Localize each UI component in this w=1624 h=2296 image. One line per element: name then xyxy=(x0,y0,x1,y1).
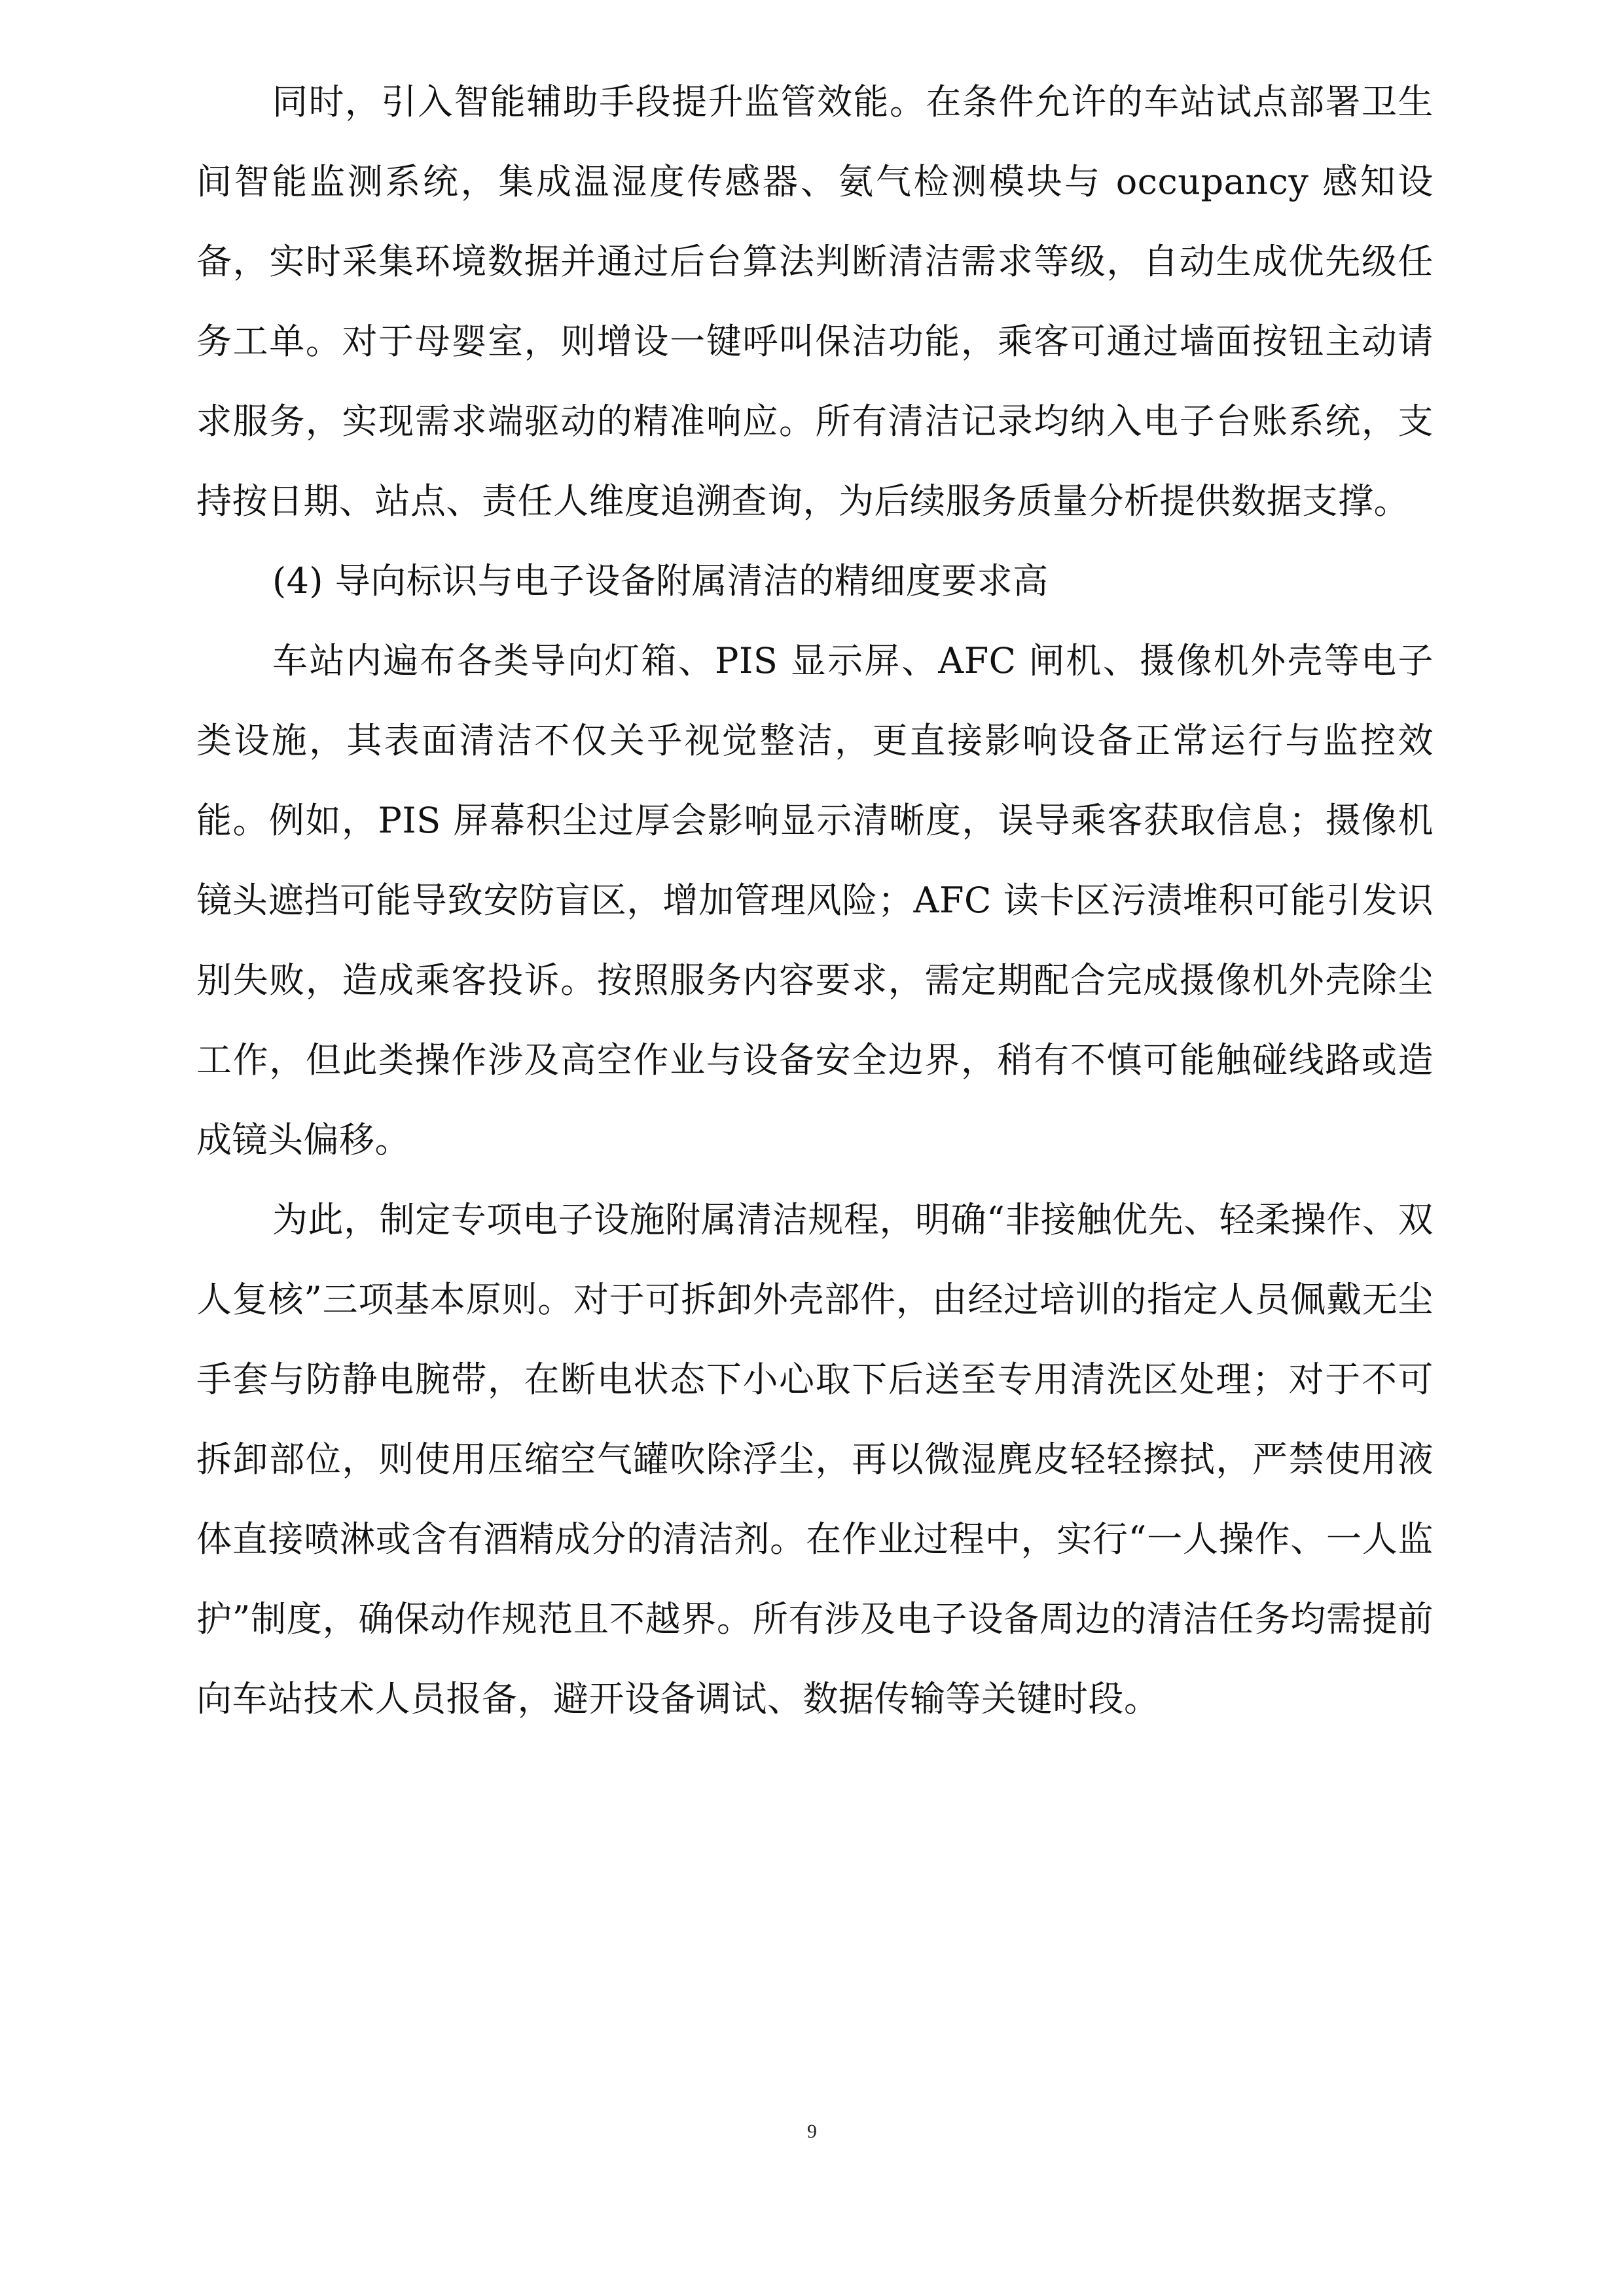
paragraph-cleaning-procedure: 为此，制定专项电子设施附属清洁规程，明确“非接触优先、轻柔操作、双人复核”三项基本原则。对于可拆卸外壳部件，由经过培训的指定人员佩戴无尘手套与防静电腕带，在断电状态下小心取下后送至专用清洗区处理；对于不可拆卸部位，则使用压缩空气罐吹除浮尘，再以微湿麂皮轻轻擦拭，严禁使用液体直接喷淋或含有酒精成分的清洁剂。在作业过程中，实行“一人操作、一人监护”制度，确保动作规范且不越界。所有涉及电子设备周边的清洁任务均需提前向车站技术人员报备，避开设备调试、数据传输等关键时段。 xyxy=(196,1199,1434,1719)
paragraph-electronic-facilities: 车站内遍布各类导向灯箱、PIS 显示屏、AFC 闸机、摄像机外壳等电子类设施，其表面清洁不仅关乎视觉整洁，更直接影响设备正常运行与监控效能。例如，PIS 屏幕积尘过厚会影响显示清晰度，误导乘客获取信息；摄像机镜头遮挡可能导致安防盲区，增加管理风险；AFC 读卡区污渍堆积可能引发识别失败，造成乘客投诉。按照服务内容要求，需定期配合完成摄像机外壳除尘工作，但此类操作涉及高空作业与设备安全边界，稍有不慎可能触碰线路或造成镜头偏移。 xyxy=(196,640,1434,1160)
paragraph-smart-monitoring: 同时，引入智能辅助手段提升监管效能。在条件允许的车站试点部署卫生间智能监测系统，集成温湿度传感器、氨气检测模块与 occupancy 感知设备，实时采集环境数据并通过后台算法判断清洁需求等级，自动生成优先级任务工单。对于母婴室，则增设一键呼叫保洁功能，乘客可通过墙面按钮主动请求服务，实现需求端驱动的精准响应。所有清洁记录均纳入电子台账系统，支持按日期、站点、责任人维度追溯查询，为后续服务质量分析提供数据支撑。 xyxy=(196,81,1434,522)
section-heading-4: (4) 导向标识与电子设备附属清洁的精细度要求高 xyxy=(272,560,1049,601)
document-body xyxy=(196,62,1434,1739)
page-number: 9 xyxy=(807,2121,817,2142)
